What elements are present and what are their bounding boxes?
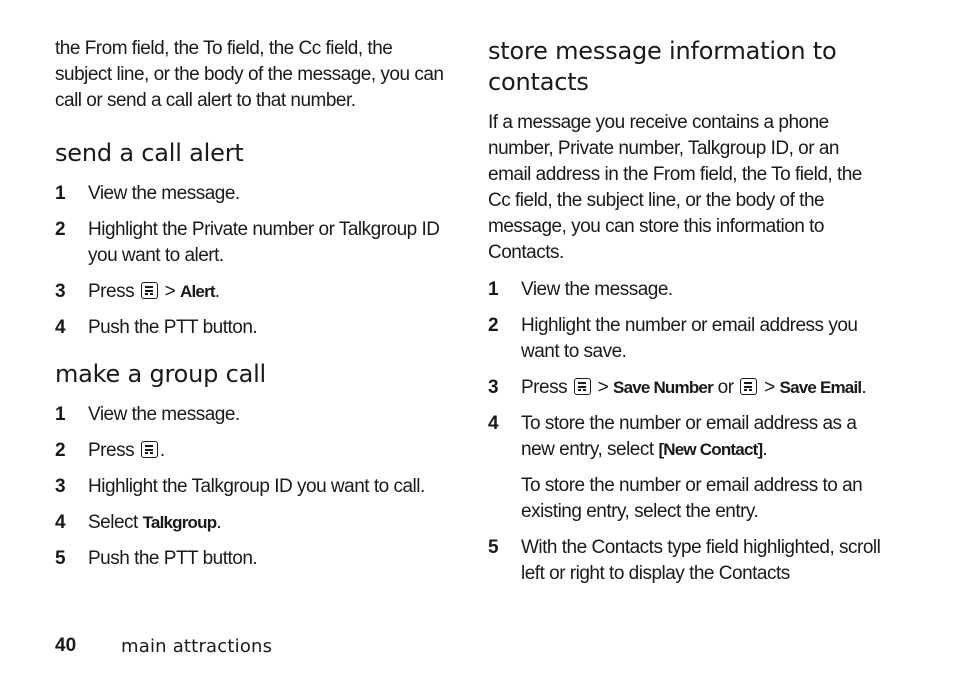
menu-key-icon bbox=[740, 378, 757, 395]
heading-store-message-info: store message information to contacts bbox=[488, 37, 837, 96]
menu-key-icon bbox=[141, 282, 158, 299]
intro-paragraph: the From field, the To field, the Cc field, the subject line, or the body of the message, you can call or send a call alert to that number. bbox=[55, 38, 444, 111]
left-column bbox=[55, 36, 450, 582]
step: 1 View the message. bbox=[488, 279, 673, 300]
step: 2 Highlight the number or email address you want to save. bbox=[488, 315, 858, 362]
keyword-alert: Alert bbox=[180, 282, 215, 301]
store-intro-paragraph: If a message you receive contains a phone number, Private number, Talkgroup ID, or an email address in the From field, the To field, the Cc field, the subject line, or the body of the message, you can store this information to Contacts. bbox=[488, 112, 862, 263]
step: 3 Highlight the Talkgroup ID you want to call. bbox=[55, 476, 425, 497]
keyword-talkgroup: Talkgroup bbox=[142, 513, 217, 532]
right-column bbox=[488, 36, 883, 597]
step: 5 Push the PTT button. bbox=[55, 548, 258, 569]
send-call-alert-steps bbox=[55, 181, 450, 341]
step: 5 With the Contacts type field highlighted, scroll left or right to display the Contacts bbox=[488, 537, 881, 584]
make-group-call-steps bbox=[55, 402, 450, 572]
keyword-new-contact: [New Contact] bbox=[658, 440, 763, 459]
step: 3 Press > Alert. bbox=[55, 281, 220, 302]
step: 4 Select Talkgroup. bbox=[55, 512, 222, 533]
step: 4 To store the number or email address as a new entry, select [New Contact]. To store the number or email address to an existing entry, select the entry. bbox=[488, 411, 883, 525]
menu-key-icon bbox=[574, 378, 591, 395]
step-extra-paragraph: To store the number or email address to an existing entry, select the entry. bbox=[521, 475, 863, 522]
step: 2 Press . bbox=[55, 440, 165, 461]
heading-send-call-alert: send a call alert bbox=[55, 139, 244, 167]
step: 1 View the message. bbox=[55, 404, 240, 425]
page-number: 40 bbox=[55, 635, 77, 656]
store-info-steps bbox=[488, 277, 883, 587]
menu-key-icon bbox=[141, 441, 158, 458]
step: 3 Press > Save Number or > Save Email. bbox=[488, 377, 867, 398]
footer-section-title: main attractions bbox=[121, 636, 273, 657]
step: 2 Highlight the Private number or Talkgroup ID you want to alert. bbox=[55, 219, 440, 266]
step: 1 View the message. bbox=[55, 183, 240, 204]
heading-make-group-call: make a group call bbox=[55, 360, 267, 388]
keyword-save-number: Save Number bbox=[613, 378, 713, 397]
step: 4 Push the PTT button. bbox=[55, 317, 258, 338]
keyword-save-email: Save Email bbox=[779, 378, 862, 397]
